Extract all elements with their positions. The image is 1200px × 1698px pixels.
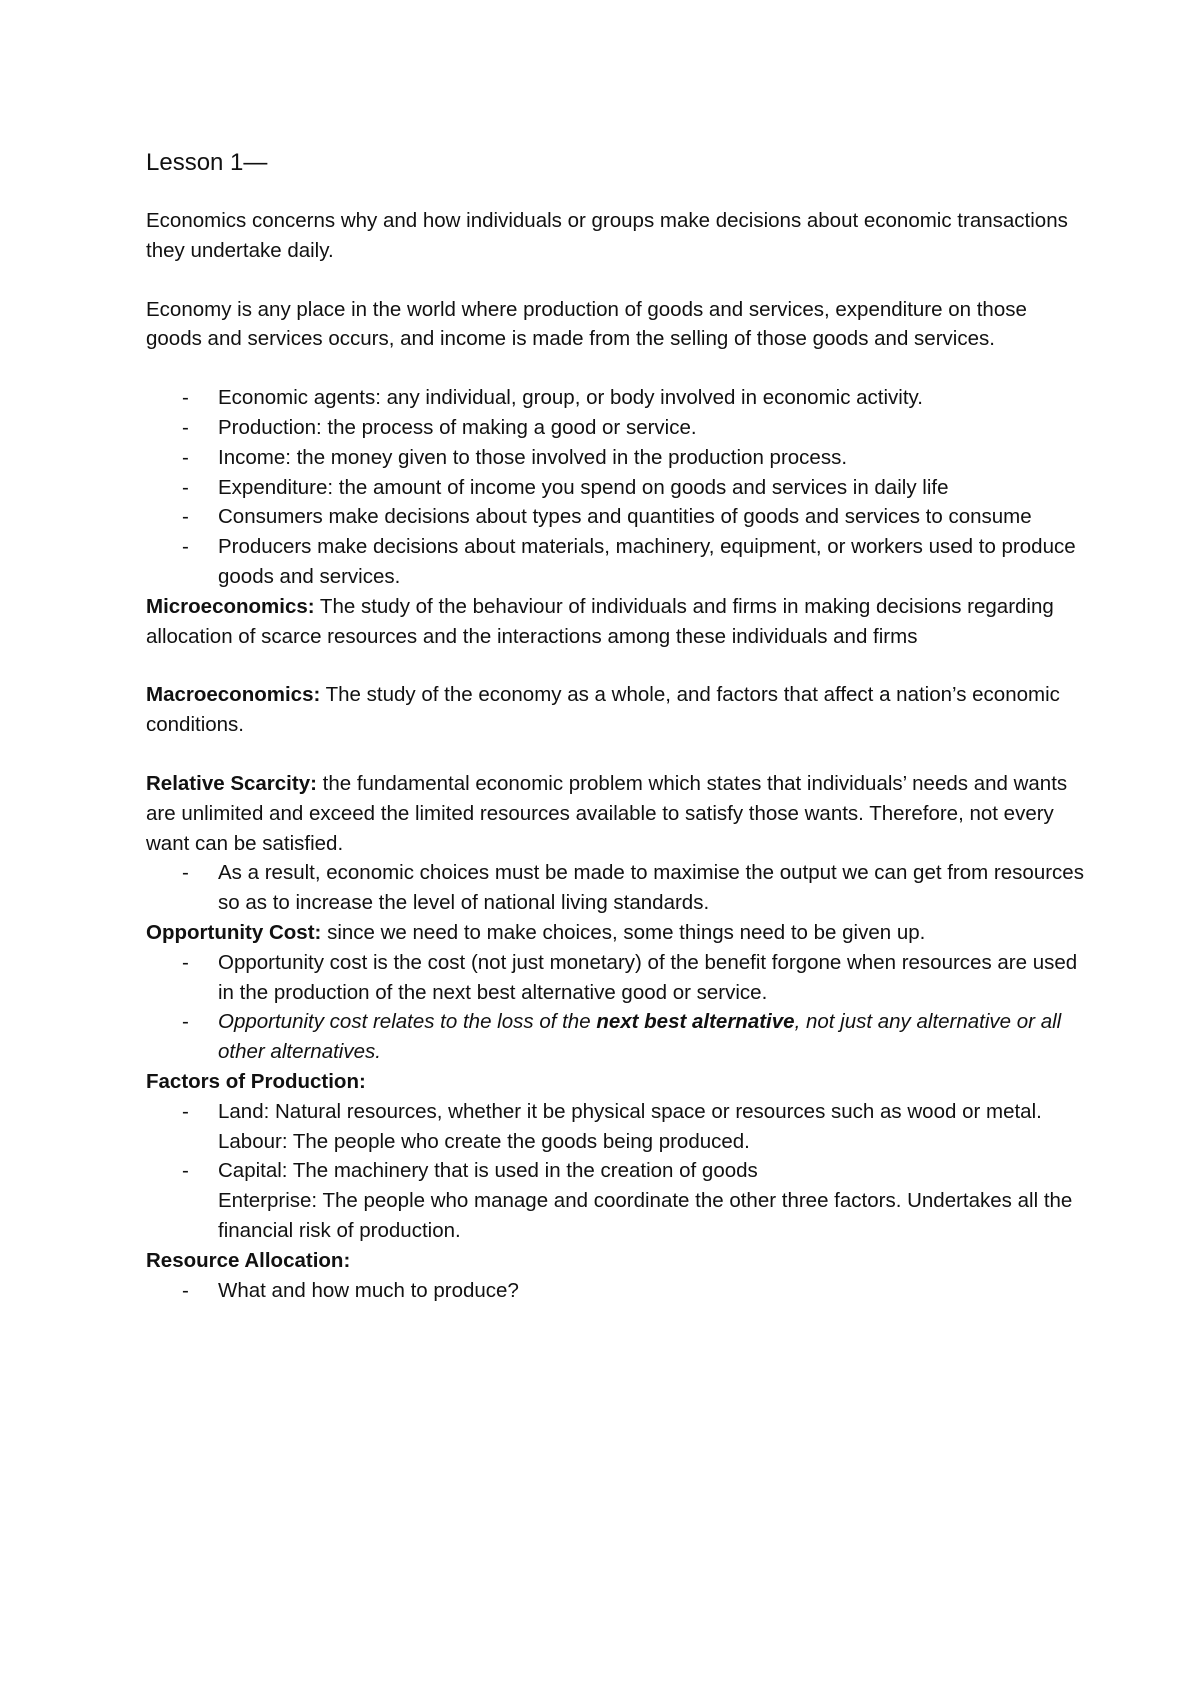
next-best-alternative-emphasis: next best alternative	[596, 1010, 795, 1034]
economic-terms-list	[146, 383, 1086, 592]
relative-scarcity-list	[146, 858, 1086, 918]
list-item: - Opportunity cost is the cost (not just monetary) of the benefit forgone when resources are used in the production of the next best alternative good or service.	[182, 950, 1078, 1004]
list-item: - What and how much to produce?	[182, 1278, 519, 1302]
economy-definition: Economy is any place in the world where production of goods and services, expenditure on those goods and services occurs, and income is made from the selling of those goods and services.	[146, 297, 1027, 351]
resource-allocation-heading: Resource Allocation:	[146, 1248, 351, 1272]
macroeconomics-term: Macroeconomics:	[146, 683, 321, 707]
factors-of-production-heading: Factors of Production:	[146, 1069, 366, 1093]
list-item: - Opportunity cost relates to the loss of the next best alternative, not just any alternative or all other alternatives.	[182, 1010, 1062, 1064]
list-item: Labour: The people who create the goods being produced.	[218, 1129, 750, 1153]
macroeconomics-definition: Macroeconomics: The study of the economy as a whole, and factors that affect a nation’s economic conditions.	[146, 683, 1060, 737]
factors-of-production-list	[146, 1097, 1086, 1246]
list-item: - Producers make decisions about materials, machinery, equipment, or workers used to produce goods and services.	[182, 535, 1076, 588]
list-item: - Consumers make decisions about types and quantities of goods and services to consume	[182, 505, 1032, 529]
list-item: - Expenditure: the amount of income you spend on goods and services in daily life	[182, 475, 949, 499]
opportunity-cost-list	[146, 948, 1086, 1067]
list-item: - Capital: The machinery that is used in the creation of goods	[182, 1159, 758, 1183]
list-item: - As a result, economic choices must be made to maximise the output we can get from resources so as to increase the level of national living standards.	[182, 861, 1084, 915]
relative-scarcity-term: Relative Scarcity:	[146, 771, 317, 795]
relative-scarcity-definition: Relative Scarcity: the fundamental economic problem which states that individuals’ needs and wants are unlimited and exceed the limited resources available to satisfy those wants. Therefore, not every want can be satisfied.	[146, 771, 1068, 855]
resource-allocation-list	[146, 1276, 1086, 1306]
document-page	[146, 148, 1086, 1305]
list-item: - Economic agents: any individual, group, or body involved in economic activity.	[182, 386, 923, 410]
microeconomics-term: Microeconomics:	[146, 594, 315, 618]
list-item: Enterprise: The people who manage and coordinate the other three factors. Undertakes all the financial risk of production.	[218, 1189, 1073, 1242]
opportunity-cost-term: Opportunity Cost:	[146, 920, 322, 944]
list-item: - Land: Natural resources, whether it be physical space or resources such as wood or metal.	[182, 1099, 1042, 1123]
list-item: - Income: the money given to those involved in the production process.	[182, 445, 848, 469]
lesson-title: Lesson 1—	[146, 149, 268, 176]
microeconomics-definition: Microeconomics: The study of the behaviour of individuals and firms in making decisions regarding allocation of scarce resources and the interactions among these individuals and firms	[146, 594, 1054, 648]
economics-definition: Economics concerns why and how individuals or groups make decisions about economic transactions they undertake daily.	[146, 209, 1068, 262]
list-item: - Production: the process of making a good or service.	[182, 415, 697, 439]
opportunity-cost-definition: Opportunity Cost: since we need to make choices, some things need to be given up.	[146, 920, 926, 944]
